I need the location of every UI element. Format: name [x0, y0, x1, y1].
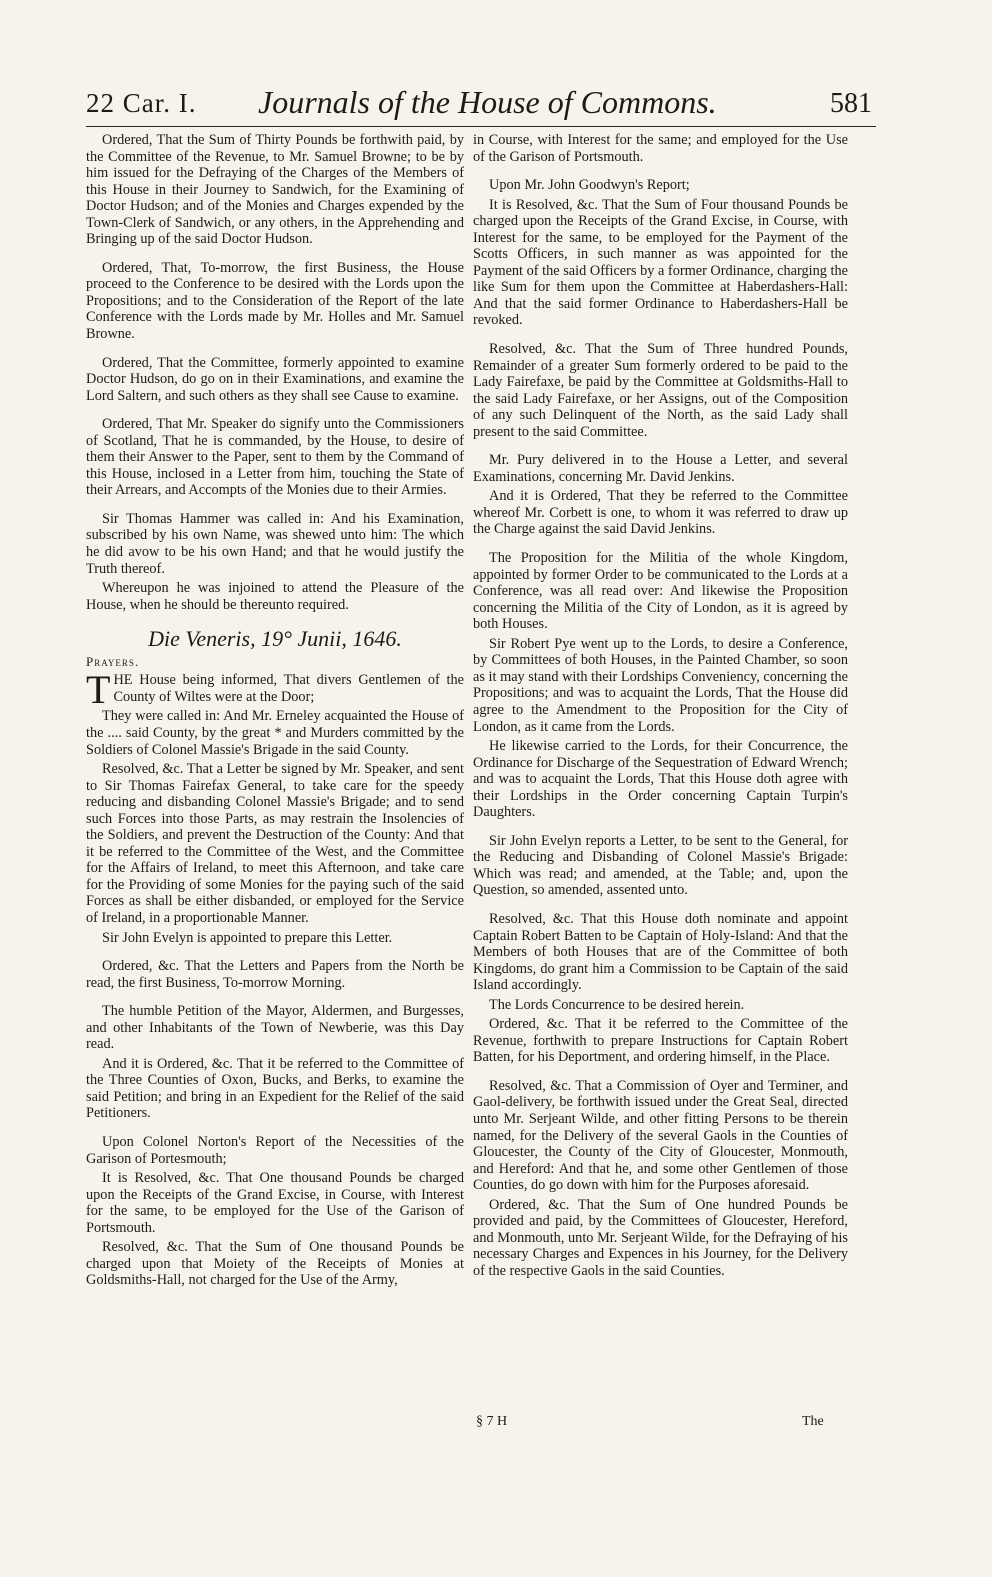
entry-paragraph: Ordered, &c. That the Letters and Papers from the North be read, the first Business, To-morrow Morning. — [86, 958, 464, 991]
entry-paragraph: Resolved, &c. That a Letter be signed by Mr. Speaker, and sent to Sir Thomas Fairefax General, to take care for the speedy reducing and disbanding Colonel Massie's Brigade; and to send such Forces into those Parts, as may restrain the Insolencies of the Soldiers, and prevent the Destruction of the County: And that it be referred to the Committee of the West, and the Committee for the Affairs of Ireland, to meet this Afternoon, and take care for the Providing of some Monies for the paying such of the said Forces as shall be either disbanded, or employed for the Service of Ireland, in a proportionable Manner. — [86, 761, 464, 926]
entry-paragraph: And it is Ordered, &c. That it be referred to the Committee of the Three Counties of Oxon, Bucks, and Berks, to examine the said Petition; and bring in an Expedient for the Relief of the said Petitioners. — [86, 1055, 464, 1122]
entry-paragraph: Ordered, &c. That it be referred to the Committee of the Revenue, forthwith to prepare Instructions for Captain Robert Batten, for his Deportment, and ordering himself, in the Place. — [473, 1016, 848, 1066]
entry-paragraph: The humble Petition of the Mayor, Aldermen, and Burgesses, and other Inhabitants of the Town of Newberie, was this Day read. — [86, 1003, 464, 1053]
entry-paragraph: The Proposition for the Militia of the whole Kingdom, appointed by former Order to be communicated to the Lords at a Conference, was all read over: And likewise the Proposition concerning the Militia of the City of London, as it is agreed by both Houses. — [473, 550, 848, 633]
day-heading: Die Veneris, 19° Junii, 1646. — [148, 626, 402, 652]
regnal-year: 22 Car. I. — [86, 88, 197, 118]
entry-paragraph: Ordered, &c. That the Sum of One hundred Pounds be provided and paid, by the Committees of Gloucester, Hereford, and Monmouth, unto Mr. Serjeant Wilde, for the Defraying of his necessary Charges and Expences in his Journey, for the Delivery of the respective Gaols in the said Counties. — [473, 1196, 848, 1279]
entry-paragraph: in Course, with Interest for the same; and employed for the Use of the Garison of Portsmouth. — [473, 132, 848, 165]
catchword: The — [802, 1414, 824, 1429]
entry-paragraph: Whereupon he was injoined to attend the Pleasure of the House, when he should be thereunto required. — [86, 580, 464, 613]
page-header — [86, 82, 876, 130]
entry-paragraph: They were called in: And Mr. Erneley acquainted the House of the .... said County, by the great * and Murders committed by the Soldiers of Colonel Massie's Brigade in the said County. — [86, 708, 464, 758]
entry-paragraph: Resolved, &c. That the Sum of One thousand Pounds be charged upon that Moiety of the Receipts of Monies at Goldsmiths-Hall, not charged for the Use of the Army, — [86, 1239, 464, 1289]
right-column — [473, 132, 848, 1282]
entry-paragraph: THE House being informed, That divers Gentlemen of the County of Wiltes were at the Door; — [86, 667, 464, 713]
entry-paragraph: Upon Mr. John Goodwyn's Report; — [489, 177, 690, 194]
entry-paragraph: He likewise carried to the Lords, for their Concurrence, the Ordinance for Discharge of the Sequestration of Edward Wrench; and was to acquaint the Lords, That this House doth agree with their Lordships in the Order concerning Captain Turpin's Daughters. — [473, 738, 848, 821]
entry-paragraph: Resolved, &c. That the Sum of Three hundred Pounds, Remainder of a greater Sum formerly ordered to be paid to the Lady Fairefaxe, be paid by the Committee at Goldsmiths-Hall to the said Lady Fairefaxe, or her Assigns, out of the Composition of any such Delinquent of the North, as the said Lady shall present to the said Committee. — [473, 341, 848, 440]
entry-paragraph: Sir Thomas Hammer was called in: And his Examination, subscribed by his own Name, was shewed unto him: The which he did avow to be his own Hand; and that he would justify the Truth thereof. — [86, 510, 464, 577]
entry-paragraph: Ordered, That, To-morrow, the first Business, the House proceed to the Conference to be desired with the Lords upon the Propositions; and to the Consideration of the Report of the late Conference with the Lords made by Mr. Holles and Mr. Samuel Browne. — [86, 259, 464, 343]
entry-paragraph: Resolved, &c. That a Commission of Oyer and Terminer, and Gaol-delivery, be forthwith issued under the Great Seal, directed unto Mr. Serjeant Wilde, and other fitting Persons to be therein named, for the Delivery of the several Gaols in the Counties of Gloucester, the County of the City of Gloucester, Monmouth, and Hereford: And that he, and some other Gentlemen of those Counties, do go down with him for the Purposes aforesaid. — [473, 1077, 848, 1194]
entry-paragraph: It is Resolved, &c. That the Sum of Four thousand Pounds be charged upon the Receipts of the Grand Excise, in Course, with Interest for the same, to be employed for the Payment of the Scotts Officers, in such manner as was appointed for the Payment of the said Officers by a former Ordinance, charging the like Sum for them upon the Committee at Haberdashers-Hall: And that the said former Ordinance to Haberdashers-Hall be revoked. — [473, 196, 848, 329]
header-rule — [86, 126, 876, 127]
entry-paragraph: The Lords Concurrence to be desired herein. — [489, 996, 745, 1013]
entry-paragraph: Ordered, That the Sum of Thirty Pounds be forthwith paid, by the Committee of the Revenue, to Mr. Samuel Browne; to be by him issued for the Defraying of the Charges of the Members of this House in their Journey to Sandwich, for the Examining of Doctor Hudson; and of the Monies and Charges expended by the Town-Clerk of Sandwich, or any others, in the Apprehending and Bringing up of the said Doctor Hudson. — [86, 132, 464, 248]
entry-paragraph: It is Resolved, &c. That One thousand Pounds be charged upon the Receipts of the Grand Excise, in Course, with Interest for the same, to be employed for the Use of the Garison of Portsmouth. — [86, 1170, 464, 1236]
entry-paragraph: Sir John Evelyn reports a Letter, to be sent to the General, for the Reducing and Disbanding of Colonel Massie's Brigade: Which was read; and amended, at the Table; and, upon the Question, so amended, assented unto. — [473, 832, 848, 899]
entry-paragraph: Upon Colonel Norton's Report of the Necessities of the Garison of Portesmouth; — [86, 1133, 464, 1167]
entry-paragraph: Ordered, That Mr. Speaker do signify unto the Commissioners of Scotland, That he is commanded, by the House, to desire of them their Answer to the Paper, sent to them by the Command of this House, inclosed in a Letter from him, touching the State of their Arrears, and Accompts of the Monies due to their Armies. — [86, 416, 464, 499]
entry-paragraph: And it is Ordered, That they be referred to the Committee whereof Mr. Corbett is one, to whom it was referred to draw up the Charge against the said David Jenkins. — [473, 488, 848, 538]
page-number: 581 — [830, 88, 872, 119]
entry-paragraph: Sir Robert Pye went up to the Lords, to desire a Conference, by Committees of both Houses, in the Painted Chamber, so soon as it may stand with their Lordships Conveniency, concerning the Propositions; and was to acquaint the Lords, That the House did agree to the Amendment to the Proposition for the City of London, as it came from the Lords. — [473, 635, 848, 735]
prayers-heading: Prayers. — [86, 653, 140, 669]
entry-paragraph: Sir John Evelyn is appointed to prepare this Letter. — [102, 929, 393, 946]
entry-paragraph: Resolved, &c. That this House doth nominate and appoint Captain Robert Batten to be Captain of Holy-Island: And that the Members of both Houses that are of the Committee of both Kingdoms, do grant him a Commission to be Captain of the said Island accordingly. — [473, 910, 848, 994]
entry-paragraph: Mr. Pury delivered in to the House a Letter, and several Examinations, concerning Mr. David Jenkins. — [473, 452, 848, 485]
entry-paragraph: Ordered, That the Committee, formerly appointed to examine Doctor Hudson, do go on in their Examinations, and examine the Lord Saltern, and such others as they shall see Cause to examine. — [86, 354, 464, 404]
journal-title: Journals of the House of Commons. — [258, 84, 717, 120]
signature-mark: § 7 H — [476, 1414, 508, 1429]
left-column — [86, 132, 464, 1292]
